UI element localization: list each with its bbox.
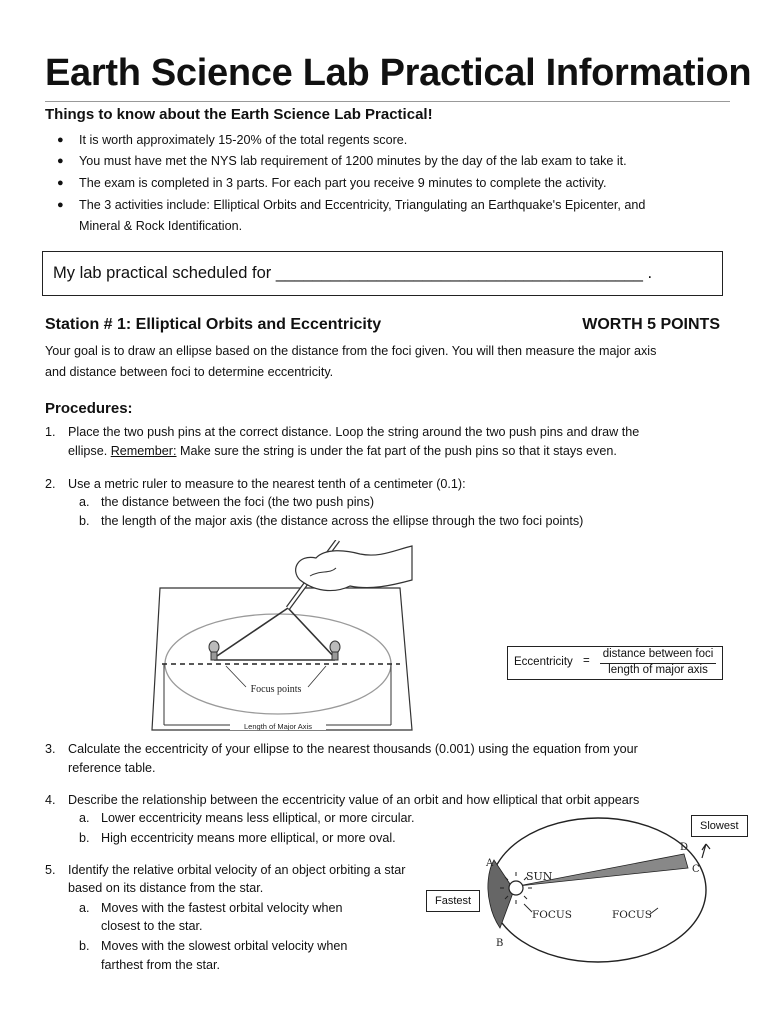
orbit-diagram xyxy=(478,808,724,978)
step-number: 5. xyxy=(45,863,56,877)
sub-letter: b. xyxy=(79,939,90,953)
step3-text: Calculate the eccentricity of your ellipse to the nearest thousands (0.001) using the equation from your xyxy=(68,742,638,756)
step-number: 2. xyxy=(45,477,56,491)
sub-letter: a. xyxy=(79,495,90,509)
step-number: 3. xyxy=(45,742,56,756)
step4-a: Lower eccentricity means less elliptical, or more circular. xyxy=(101,811,415,825)
hand-pencil-icon xyxy=(288,540,412,608)
sub-letter: a. xyxy=(79,901,90,915)
page-title: Earth Science Lab Practical Information xyxy=(45,52,752,94)
drawing-board xyxy=(152,588,412,730)
station-points: WORTH 5 POINTS xyxy=(582,316,720,333)
push-pin-icon xyxy=(330,641,340,660)
intro-bullet-continued: Mineral & Rock Identification. xyxy=(79,219,243,233)
schedule-text[interactable]: My lab practical scheduled for ________________________________________ . xyxy=(53,264,653,282)
station-title: Station # 1: Elliptical Orbits and Eccentricity xyxy=(45,316,382,333)
intro-bullet: You must have met the NYS lab requirement of 1200 minutes by the day of the lab exam to take it. xyxy=(79,154,627,168)
step3-text-line2: reference table. xyxy=(68,761,156,775)
step-number: 1. xyxy=(45,425,56,439)
push-pin-icon xyxy=(209,641,219,660)
swept-area-fast xyxy=(488,860,514,928)
equation-denominator: length of major axis xyxy=(608,664,708,676)
intro-bullet: The exam is completed in 3 parts. For each part you receive 9 minutes to complete the activity. xyxy=(79,176,607,190)
step4-b: High eccentricity means more elliptical, or more oval. xyxy=(101,831,396,845)
sub-letter: a. xyxy=(79,811,90,825)
focus-label: FOCUS xyxy=(612,909,652,921)
string-loop xyxy=(214,608,335,658)
bullet-icon: ● xyxy=(57,177,64,189)
point-b-label: B xyxy=(496,938,504,949)
bullet-icon: ● xyxy=(57,199,64,211)
point-a-label: A xyxy=(486,858,494,869)
focus-label: FOCUS xyxy=(532,909,572,921)
direction-arrow-icon xyxy=(702,844,710,858)
focus-points-label: Focus points xyxy=(250,684,302,695)
focus-arrow xyxy=(524,904,532,912)
step5-b: Moves with the slowest orbital velocity when xyxy=(101,939,348,953)
slowest-label: Slowest xyxy=(691,815,748,837)
equation-numerator: distance between foci xyxy=(602,648,714,660)
step2-text: Use a metric ruler to measure to the nearest tenth of a centimeter (0.1): xyxy=(68,477,466,491)
ellipse-drawing-diagram xyxy=(150,540,420,735)
sub-letter: b. xyxy=(79,514,90,528)
remember-label: Remember: xyxy=(110,444,177,458)
bullet-icon: ● xyxy=(57,155,64,167)
equation-lhs: Eccentricity xyxy=(514,656,573,668)
step2-b: the length of the major axis (the distance across the ellipse through the two foci points) xyxy=(101,514,584,528)
point-c-label: C xyxy=(692,864,700,875)
sub-letter: b. xyxy=(79,831,90,845)
point-d-label: D xyxy=(680,842,689,853)
station-goal: Your goal is to draw an ellipse based on the distance from the foci given. You will then measure the major axis xyxy=(45,344,657,358)
bullet-icon: ● xyxy=(57,134,64,146)
step-number: 4. xyxy=(45,793,56,807)
sun-label: SUN xyxy=(526,870,553,883)
procedures-heading: Procedures: xyxy=(45,400,133,417)
equation-equals: = xyxy=(583,655,590,667)
step5-text: Identify the relative orbital velocity of an object orbiting a star xyxy=(68,863,406,877)
intro-heading: Things to know about the Earth Science Lab Practical! xyxy=(45,106,433,123)
step5-text-line2: based on its distance from the star. xyxy=(68,881,264,895)
intro-bullet: It is worth approximately 15-20% of the total regents score. xyxy=(79,133,408,147)
title-divider xyxy=(45,101,730,102)
step5-a: Moves with the fastest orbital velocity when xyxy=(101,901,343,915)
station-goal: and distance between foci to determine eccentricity. xyxy=(45,365,334,379)
major-axis-label: Length of Major Axis xyxy=(244,722,312,731)
fastest-label: Fastest xyxy=(426,890,480,912)
intro-bullet: The 3 activities include: Elliptical Orbits and Eccentricity, Triangulating an Earthquake's Epicenter, and xyxy=(79,198,646,212)
step5-b-cont: farthest from the star. xyxy=(101,958,220,972)
eccentricity-equation xyxy=(507,646,723,680)
step1-prefix: ellipse. xyxy=(68,444,111,458)
step1-text: Place the two push pins at the correct distance. Loop the string around the two push pins and draw the xyxy=(68,425,640,439)
step2-a: the distance between the foci (the two push pins) xyxy=(101,495,375,509)
step1-suffix: Make sure the string is under the fat part of the push pins so that it stays even. xyxy=(176,444,617,458)
step4-text: Describe the relationship between the eccentricity value of an orbit and how elliptical that orbit appears xyxy=(68,793,640,807)
schedule-box xyxy=(42,251,723,296)
focus-pointer xyxy=(308,666,326,687)
focus-pointer xyxy=(226,666,246,687)
step5-a-cont: closest to the star. xyxy=(101,919,203,933)
step1-text-line2 xyxy=(68,441,617,461)
